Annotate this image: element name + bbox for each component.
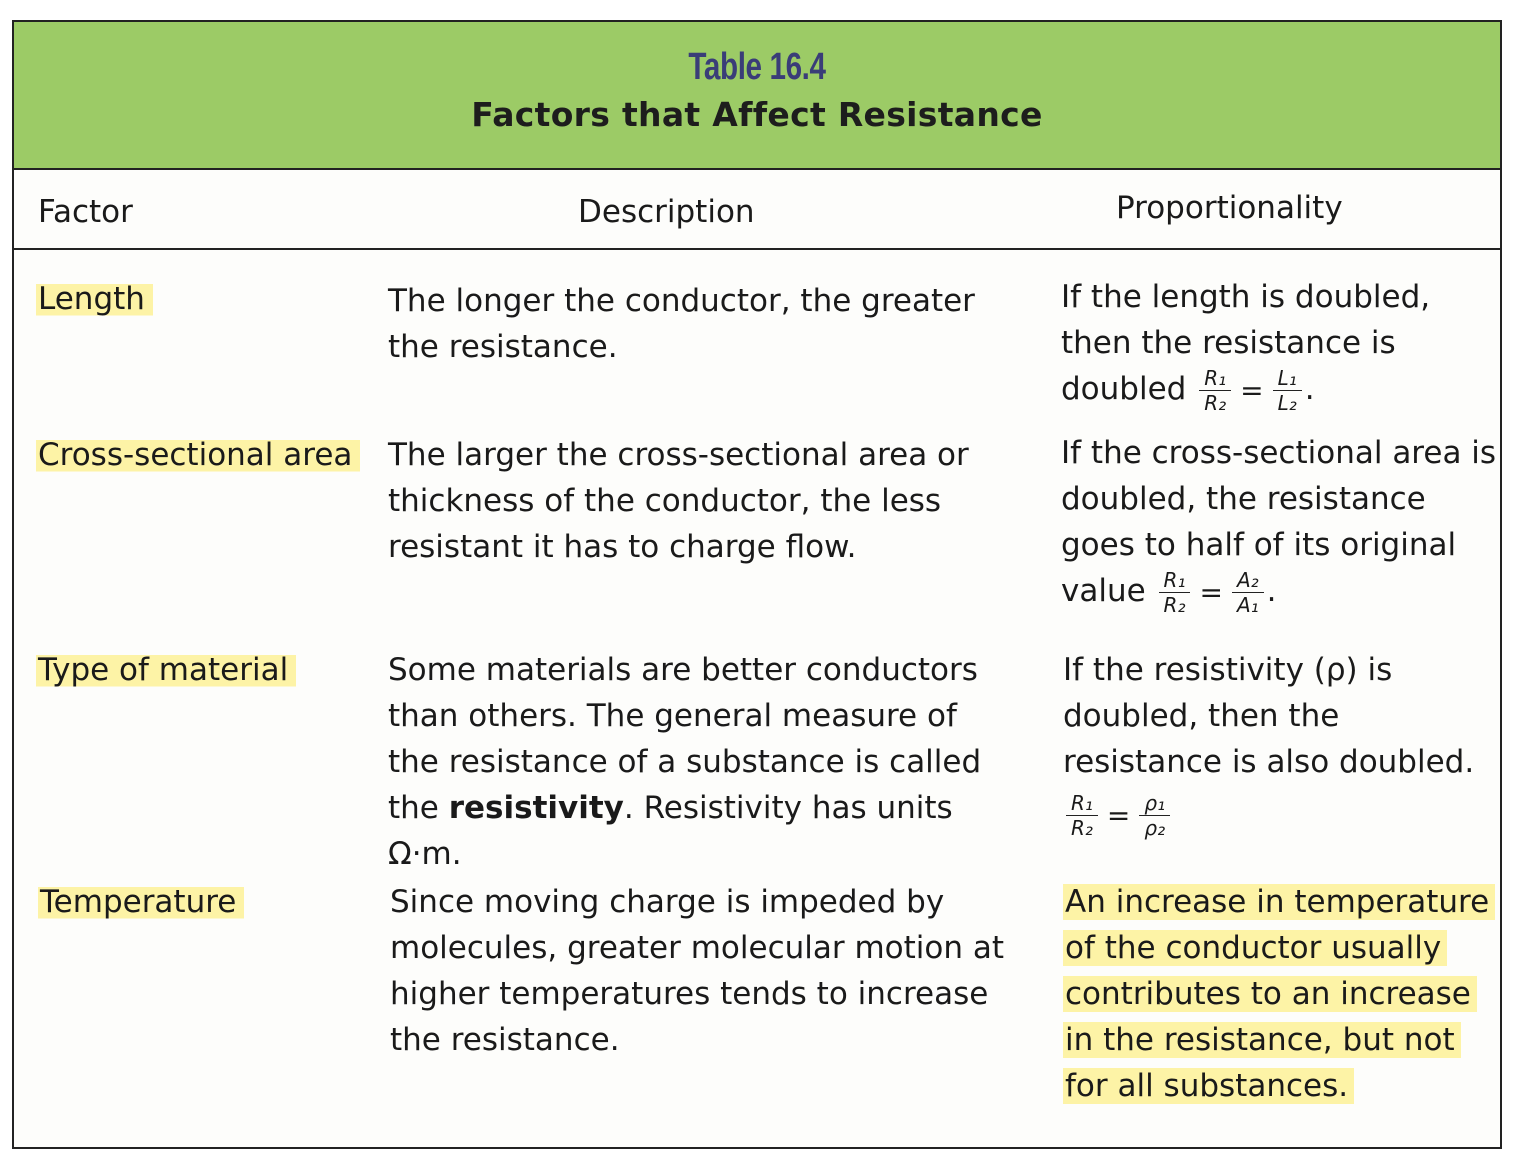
proportionality-text: If the length is doubled, then the resistance is doubled [1061,279,1431,407]
equals-sign: = [1240,373,1264,407]
ratio-fraction-r [1066,791,1098,840]
factor-label: Cross-sectional area [36,437,360,473]
factor-cell [38,432,378,478]
description-cell: The longer the conductor, the greater the resistance. [388,283,975,365]
table-number: Table 16.4 [688,46,826,88]
fraction-denominator: ρ₂ [1144,816,1166,840]
fraction-denominator: R₂ [1071,816,1093,840]
factor-cell [38,647,368,693]
fraction-numerator: R₁ [1066,791,1098,816]
fraction-denominator: R₂ [1163,593,1186,617]
equals-sign: = [1199,575,1223,609]
fraction-numerator: R₁ [1199,366,1231,391]
factor-label: Temperature [38,884,244,920]
description-cell [388,647,1008,877]
formula-period: . [1266,573,1277,609]
description-text-post: . Resistivity has units Ω·m. [388,790,953,872]
column-header-row [14,170,1500,250]
factor-cell [40,879,370,925]
proportionality-cell [1063,647,1503,840]
proportionality-cell [1061,274,1501,415]
proportionality-text: If the cross-sectional area is doubled, the resistance goes to half of its original value [1061,435,1497,609]
fraction-denominator: R₂ [1204,391,1227,415]
ratio-fraction-r [1199,366,1231,415]
description-cell: Since moving charge is impeded by molecules, greater molecular motion at higher temperatures tends to increase the resistance. [390,884,1005,1058]
fraction-numerator: R₁ [1159,568,1191,593]
factor-cell [38,276,368,322]
formula-period: . [1304,371,1315,407]
proportionality-cell [1063,879,1498,1109]
table-header [14,22,1500,170]
column-header-factor: Factor [38,194,133,230]
equals-sign: = [1106,798,1131,832]
fraction-numerator: L₁ [1273,366,1302,391]
table-title: Factors that Affect Resistance [471,95,1043,134]
fraction-denominator: A₁ [1236,593,1259,617]
resistance-factors-table [12,20,1502,1149]
factor-label: Type of material [36,652,296,688]
proportionality-text: An increase in temperature of the conductor usually contributes to an increase in the resistance, but not for all substances. [1063,884,1495,1104]
key-term-resistivity: resistivity [448,790,624,826]
fraction-denominator: L₂ [1277,391,1297,415]
description-text-pre: Some materials are better conductors than others. The general measure of the resistance of a substance is called the [388,652,982,826]
fraction-numerator: A₂ [1232,568,1264,593]
proportionality-text: If the resistivity (ρ) is doubled, then the resistance is also doubled. [1063,652,1475,780]
ratio-fraction-l [1273,366,1302,415]
resistivity-formula [1063,791,1503,840]
fraction-numerator: ρ₁ [1139,791,1170,816]
column-header-proportionality: Proportionality [1116,190,1343,226]
ratio-fraction-r [1159,568,1191,617]
ratio-fraction-rho [1139,791,1170,840]
description-cell: The larger the cross-sectional area or thickness of the conductor, the less resistant it has to charge flow. [388,437,969,565]
column-header-description: Description [578,194,755,230]
ratio-fraction-a [1232,568,1264,617]
proportionality-cell [1061,430,1501,617]
factor-label: Length [36,281,153,317]
